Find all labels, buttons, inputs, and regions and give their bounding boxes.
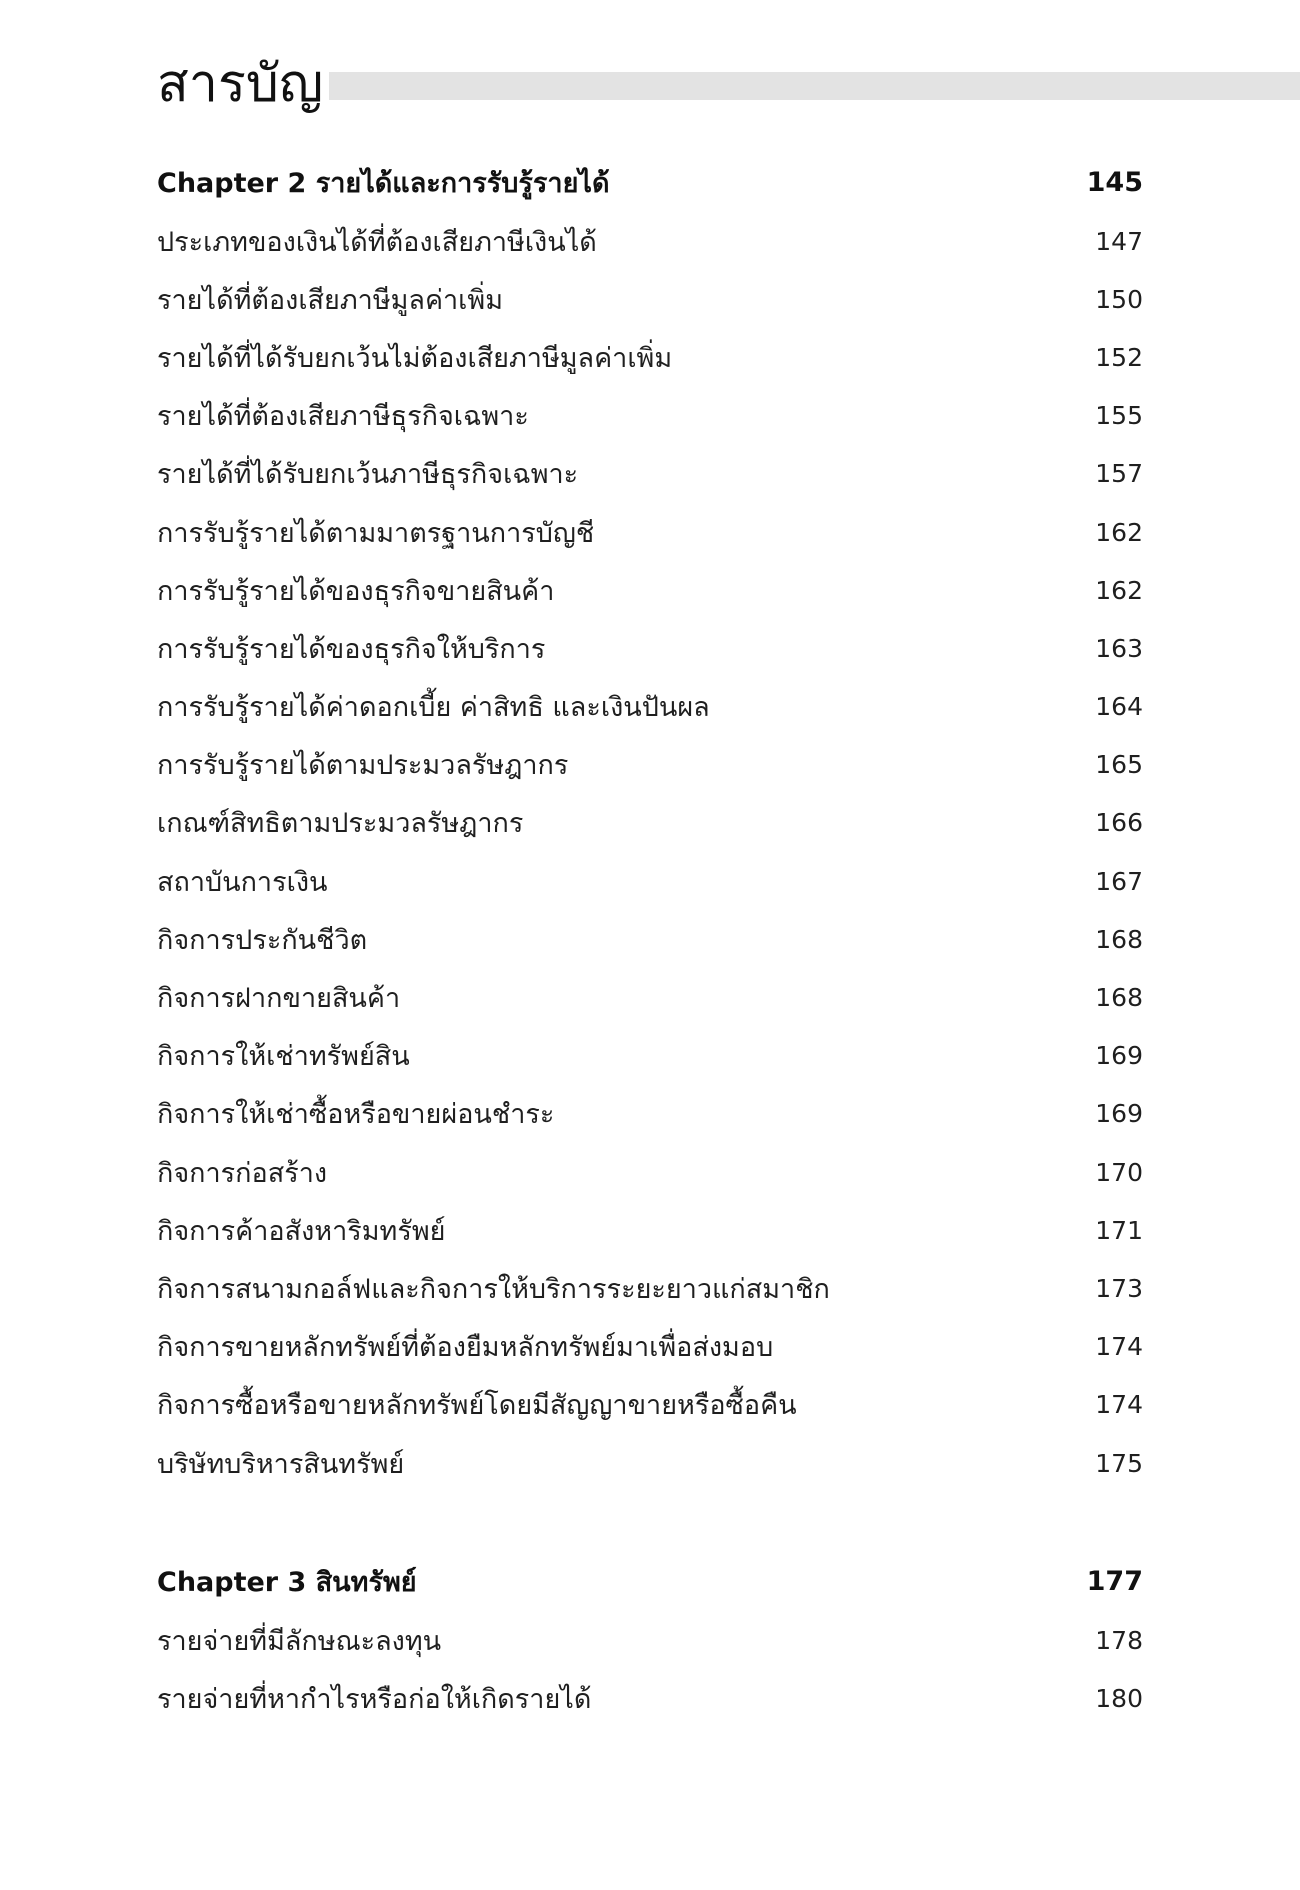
toc-entry <box>157 1611 1143 1669</box>
toc-entry-title: รายได้ที่ต้องเสียภาษีธุรกิจเฉพาะ <box>157 401 529 433</box>
toc-entry-page-number: 168 <box>1095 924 1143 954</box>
chapter-heading <box>157 1551 1143 1611</box>
toc-entry <box>157 387 1143 445</box>
toc-entry-title: รายได้ที่ได้รับยกเว้นไม่ต้องเสียภาษีมูลค่าเพิ่ม <box>157 342 673 374</box>
toc-entry <box>157 852 1143 910</box>
toc-entry-page-number: 174 <box>1095 1332 1143 1362</box>
toc-entry <box>157 1259 1143 1317</box>
toc-entry-page-number: 166 <box>1095 808 1143 838</box>
toc-entry <box>157 503 1143 561</box>
toc-entry-page-number: 175 <box>1095 1448 1143 1478</box>
toc-entry-page-number: 165 <box>1095 750 1143 780</box>
toc-entry-title: กิจการซื้อหรือขายหลักทรัพย์โดยมีสัญญาขายหรือซื้อคืน <box>157 1390 797 1422</box>
toc-entry-title: กิจการให้เช่าทรัพย์สิน <box>157 1041 410 1073</box>
toc-entry <box>157 328 1143 386</box>
toc-entry-page-number: 162 <box>1095 575 1143 605</box>
toc-entry <box>157 212 1143 270</box>
toc-entry-title: กิจการให้เช่าซื้อหรือขายผ่อนชำระ <box>157 1099 555 1131</box>
toc-entry <box>157 1318 1143 1376</box>
toc-entry <box>157 1669 1143 1727</box>
toc-entry-page-number: 168 <box>1095 983 1143 1013</box>
toc-entry-title: การรับรู้รายได้ค่าดอกเบี้ย ค่าสิทธิ และเงินปันผล <box>157 692 710 724</box>
chapter-title: Chapter 2 รายได้และการรับรู้รายได้ <box>157 167 610 199</box>
title-bar-decoration <box>329 72 1300 100</box>
toc-entry-title: กิจการก่อสร้าง <box>157 1157 328 1189</box>
toc-entry-title: กิจการสนามกอล์ฟและกิจการให้บริการระยะยาวแก่สมาชิก <box>157 1273 830 1305</box>
toc-entry-page-number: 163 <box>1095 633 1143 663</box>
chapter-page-number: 145 <box>1086 166 1143 198</box>
table-of-contents <box>157 152 1143 1728</box>
chapter-section <box>157 152 1143 1492</box>
toc-entry-title: การรับรู้รายได้ตามมาตรฐานการบัญชี <box>157 517 595 549</box>
chapter-entries <box>157 1611 1143 1727</box>
toc-entry-page-number: 178 <box>1095 1625 1143 1655</box>
toc-entry-page-number: 180 <box>1095 1683 1143 1713</box>
toc-entry-title: บริษัทบริหารสินทรัพย์ <box>157 1448 405 1480</box>
toc-entry-title: กิจการประกันชีวิต <box>157 924 368 956</box>
toc-entry <box>157 1027 1143 1085</box>
toc-entry-page-number: 150 <box>1095 284 1143 314</box>
toc-entry <box>157 794 1143 852</box>
page-title: สารบัญ <box>157 54 324 114</box>
toc-entry <box>157 678 1143 736</box>
toc-entry <box>157 736 1143 794</box>
toc-entry-title: กิจการฝากขายสินค้า <box>157 983 401 1015</box>
toc-entry-page-number: 162 <box>1095 517 1143 547</box>
toc-entry-title: การรับรู้รายได้ตามประมวลรัษฎากร <box>157 750 569 782</box>
toc-entry-title: กิจการขายหลักทรัพย์ที่ต้องยืมหลักทรัพย์มาเพื่อส่งมอบ <box>157 1332 774 1364</box>
toc-entry <box>157 1201 1143 1259</box>
chapter-page-number: 177 <box>1086 1565 1143 1597</box>
toc-entry <box>157 968 1143 1026</box>
toc-entry <box>157 910 1143 968</box>
toc-entry <box>157 1434 1143 1492</box>
toc-entry <box>157 445 1143 503</box>
toc-entry-page-number: 167 <box>1095 866 1143 896</box>
toc-entry-title: การรับรู้รายได้ของธุรกิจขายสินค้า <box>157 575 555 607</box>
toc-entry-title: สถาบันการเงิน <box>157 866 328 898</box>
toc-entry-page-number: 155 <box>1095 401 1143 431</box>
toc-entry-title: ประเภทของเงินได้ที่ต้องเสียภาษีเงินได้ <box>157 226 597 258</box>
toc-entry-page-number: 171 <box>1095 1215 1143 1245</box>
toc-entry-title: กิจการค้าอสังหาริมทรัพย์ <box>157 1215 446 1247</box>
chapter-title: Chapter 3 สินทรัพย์ <box>157 1566 417 1598</box>
toc-entry <box>157 1143 1143 1201</box>
page-header <box>157 54 1300 114</box>
toc-entry-page-number: 173 <box>1095 1273 1143 1303</box>
toc-entry-title: เกณฑ์สิทธิตามประมวลรัษฎากร <box>157 808 524 840</box>
toc-entry-title: รายได้ที่ได้รับยกเว้นภาษีธุรกิจเฉพาะ <box>157 459 579 491</box>
toc-entry <box>157 619 1143 677</box>
toc-entry-page-number: 157 <box>1095 459 1143 489</box>
toc-entry-page-number: 152 <box>1095 342 1143 372</box>
chapter-section <box>157 1551 1143 1727</box>
toc-entry-page-number: 169 <box>1095 1041 1143 1071</box>
toc-entry-page-number: 164 <box>1095 692 1143 722</box>
toc-entry <box>157 1376 1143 1434</box>
toc-entry-page-number: 169 <box>1095 1099 1143 1129</box>
toc-entry-page-number: 147 <box>1095 226 1143 256</box>
toc-entry-page-number: 170 <box>1095 1157 1143 1187</box>
toc-entry <box>157 1085 1143 1143</box>
toc-entry-title: รายได้ที่ต้องเสียภาษีมูลค่าเพิ่ม <box>157 284 504 316</box>
toc-entry-page-number: 174 <box>1095 1390 1143 1420</box>
toc-entry-title: รายจ่ายที่มีลักษณะลงทุน <box>157 1625 442 1657</box>
chapter-entries <box>157 212 1143 1492</box>
toc-entry-title: รายจ่ายที่หากำไรหรือก่อให้เกิดรายได้ <box>157 1683 592 1715</box>
chapter-heading <box>157 152 1143 212</box>
toc-entry <box>157 270 1143 328</box>
toc-entry-title: การรับรู้รายได้ของธุรกิจให้บริการ <box>157 633 546 665</box>
toc-entry <box>157 561 1143 619</box>
